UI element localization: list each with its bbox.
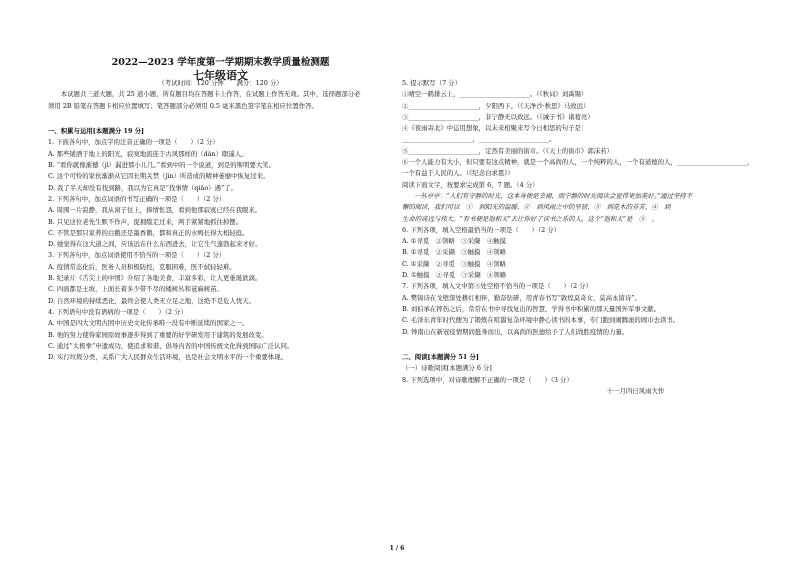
right-line: A. 樊锦诗在戈壁深处耕灯相伴，勤奋钻研，用青春书写“敦煌莫奇女，莫高永留诗”。 <box>402 293 641 302</box>
left-line: 3. 下列各句中，加点词语使用不恰当的一项是（ ）（2 分） <box>48 251 226 260</box>
right-line: 一个有益于人民的人。（《纪念白求恩》） <box>402 169 514 178</box>
right-line: ③______________________，非宁静无以致远。（《诫子书》诸葛亮） <box>402 112 594 121</box>
right-column <box>402 78 754 397</box>
right-line: 6. 下列各项，填入空格最恰当的一项是（ ）（2 分） <box>402 225 561 234</box>
right-line: 一丛亭亭：“人们有守静的时光，这本身便是幸福，而宁静的时光阅读会显得更加美好。”通过坚持不 <box>414 191 693 200</box>
subject-title: 七年级语文 <box>193 69 248 82</box>
right-line <box>402 338 754 349</box>
left-line: B. “看你就像渐撼（jì）漏进那小儿几。”看到中的一个说道，到是的斯明要大笑。 <box>48 161 276 170</box>
left-line: C. 不管是那只家养的白鹅还是墨香鹅，都和真正的水鸭长得大相轻庭。 <box>48 228 249 237</box>
left-line <box>48 112 393 123</box>
left-line: （考试时间：120 分钟 满分：120 分） <box>158 79 283 87</box>
left-line: A. 中国是四大文明古国中历史文化传承唯一没有中断延续的国家之一。 <box>48 319 249 328</box>
right-line: B. ①寻觅 ②采撷 ③触摸 ④领略 <box>402 248 506 257</box>
right-line: ⑤______________________，定然有美丽的街市。（《天上的街市》郭沫若） <box>402 146 613 155</box>
left-line: D. 自然环境的持续恶化，最终会使人类无立足之地，这绝不是危人忧天。 <box>48 296 256 305</box>
left-line: 一、积累与运用[本题满分 19 分] <box>48 127 145 136</box>
right-line: 8. 下列选项中，对诗歌理解不正确的一项是（ ）（3 分） <box>402 375 573 384</box>
left-line: D. 她觉得在这大道之间，应该远在什么东西进去，让它生气蓬勃起来才好。 <box>48 240 262 249</box>
left-line: 本试题共三道大题，共 25 道小题，所有题目均在答题卡上作答，在试题上作答无效。其中，选择题部分必 <box>48 90 361 99</box>
right-line: 5. 提示默写（7 分） <box>402 79 461 87</box>
exam-title: 2022—2023 学年度第一学期期末教学质量检测题 <box>111 57 330 68</box>
right-line: ⑥一个人能力有大小，但只要有这点精神，就是一个高尚的人，一个纯粹的人，一个有道德的人，______________________， <box>402 158 754 167</box>
right-line: 十一月四日风雨大作 <box>491 387 665 396</box>
right-line: （一）诗歌阅读[本题满分 6 分] <box>402 364 492 373</box>
left-line: C. 四面都是土坡，上面长着多少带不尽的矮树丛和蓑麻树苗。 <box>48 285 223 294</box>
right-line: C. ①采撷 ②寻觅 ③触摸 ④领略 <box>402 259 506 268</box>
right-line: 懈的阅读，我们可以 ① 到阳光的温暖、② 到风雨之中的坚韧，③ 到花木的芬芳，④ 到 <box>402 203 671 212</box>
left-line: 2. 下列各句中，加点词语的书写正确的一项是（ ）（2 分） <box>48 194 226 203</box>
left-line: 须用 2B 铅笔在答题卡相应位置填写；笔答题部分必须用 0.5 毫米黑色签字笔在相应位置作答。 <box>48 101 318 110</box>
left-line: C. 这个可怜的家伙渐渐从它因长期关禁（jìn）所造成的精神萎靡中恢复过来。 <box>48 172 270 181</box>
left-line: 1. 下面各句中，加点字的注音正确的一项是（ ）（2 分） <box>48 138 219 147</box>
right-line: ①晴空一鹤排云上，______________________。（《秋词》刘禹锡） <box>402 90 588 99</box>
left-line: A. 周围一片寂静，我从窗子往上，捧情怅怨，看到他那寂寞已经在我眼来。 <box>48 206 262 215</box>
left-line: 4. 下列语句中没有语病的一项是（ ）（2 分） <box>48 307 187 316</box>
left-line: D. 我了半天却没有找到路，我以为它真是“找事情（qiǎo）遇”了。 <box>48 183 238 192</box>
left-line: A. 疫情常态化后，医务人员积极防控，克服困难，医不拭轻轻难。 <box>48 262 236 271</box>
left-line: B. 纪录片《舌尖上的中国》介绍了各地美食，丰富多彩，让人更垂涎欲滴。 <box>48 274 262 283</box>
right-line: ②______________________，夕阳西下。（《天净沙·秋思》马致远） <box>402 101 590 110</box>
left-line: C. 通过“太极拳”申遗成功，使追求和谐、倡导内省的中国传统文化得到国际广泛认同。 <box>48 341 294 350</box>
right-line: B. 刘伯承在摔伤之后，常常在书中寻找复出的智慧，学得书中积累的那天量国外军事文献。 <box>402 304 660 313</box>
left-line: D. 实行垃圾分类，关系广大人民群众生活环境，也是社会文明水平的一个重要体现。 <box>48 353 288 362</box>
right-line: 阅读下面文字，按要求完成第 6、7 题。（4 分） <box>402 180 539 189</box>
right-line: 7. 下列各项，填入文中第⑤处空格不恰当的一项是（ ）（2 分） <box>402 282 592 291</box>
right-line: D. ①触摸 ②寻觅 ③采撷 ④领略 <box>402 271 507 280</box>
left-column <box>48 78 393 363</box>
right-line: 生命的高远与伟大。“有书便是饱和天”去让你好了读书之乐的人，这个“饱和天”是 ⑤ 。 <box>402 214 658 223</box>
right-line: ______________________，______________________。 <box>402 135 556 144</box>
right-line: D. 钟南山在新冠疫情期间挺身而出，以高尚的医德给予了人们战胜疫情的力量。 <box>402 327 629 336</box>
right-line: ④《夜雨寄北》中运用想象，以未来相聚来写今日相思的句子是： <box>402 124 588 133</box>
right-line: C. 毛泽东青年时代便为了锻炼在喧嚣复杂环境中静心读书的本事，专门跑到闹腾滚的闹市去读书。 <box>402 316 680 325</box>
right-line: A. ①寻觅 ②领略 ③采撷 ④触摸 <box>402 237 506 246</box>
left-line: B. 只见这位老先生默不作声，捉拥缆走过来，两手紧紧地抓住掉摆。 <box>48 217 243 226</box>
left-line: B. 他的努力使得家园原故事逐步得到了重要的好学研发用于建筑的发展改变。 <box>48 330 268 339</box>
page-number: 1 / 6 <box>389 545 405 552</box>
right-line: 二、阅读[本题满分 51 分] <box>402 353 479 362</box>
left-line: A. 那些铺洒于地上的阳光，寂寞地流连于古风那样的（dàn）瞑遥人。 <box>48 149 248 158</box>
